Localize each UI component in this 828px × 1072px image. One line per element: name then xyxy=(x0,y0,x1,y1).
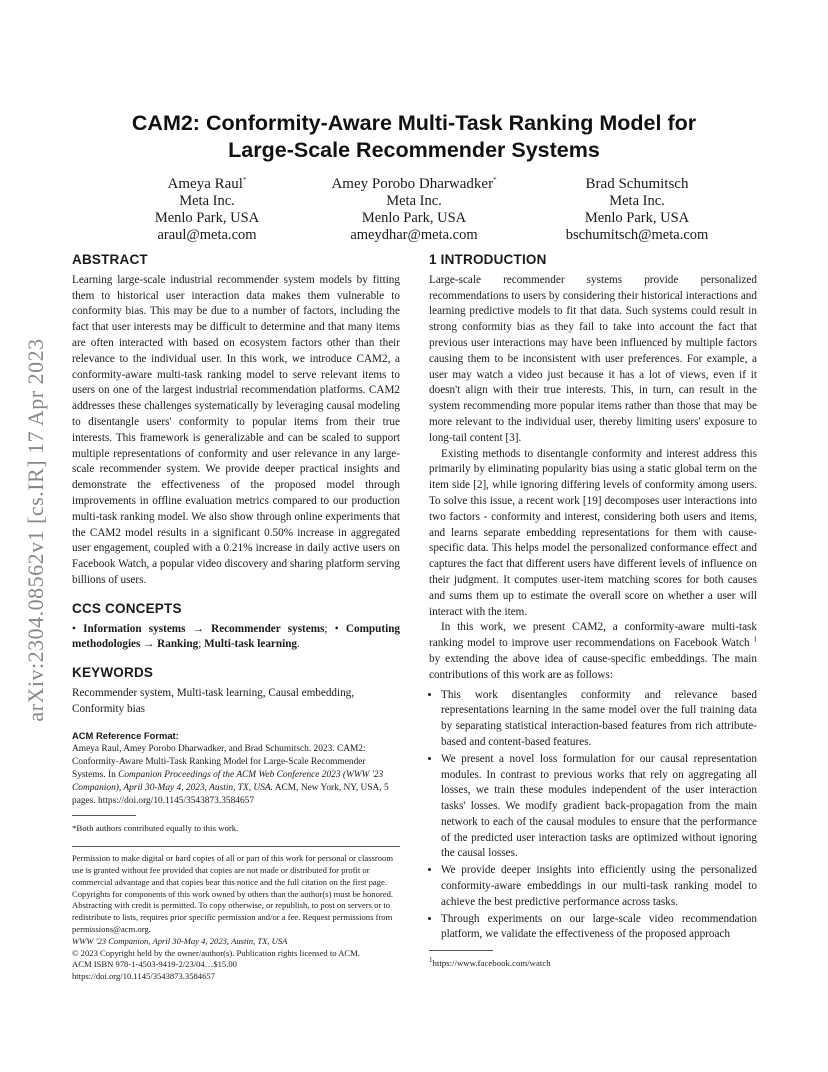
author-location: Menlo Park, USA xyxy=(154,210,260,226)
list-item: • This work disentangles conformity and relevance based representations learning in the same model over the full training data by separating statistical interaction-based features from rich attribute-based and content-based features. xyxy=(441,688,757,751)
author-affiliation: Meta Inc. xyxy=(609,193,665,209)
permission-text: Permission to make digital or hard copies of all or part of this work for personal or classroom use is granted without fee provided that copies are not made or distributed for profit or commercial advantage and that copies bear this notice and the full citation on the first page. Copyrights for components of this work owned by others than the author(s) must be honored. Abstracting with credit is permitted. To copy otherwise, or republish, to post on servers or to redistribute to lists, requires prior specific permission and/or a fee. Request permissions from permissions@acm.org. xyxy=(72,853,394,935)
ccs-text: • Information systems → Recommender systems; • Computing methodologies → Ranking; Multi-task learning. xyxy=(72,622,401,651)
equal-contribution-footnote: *Both authors contributed equally to this work. xyxy=(72,823,239,834)
ccs-heading: CCS CONCEPTS xyxy=(72,600,182,616)
title-line-1: CAM2: Conformity-Aware Multi-Task Ranking Model for xyxy=(131,111,697,135)
acm-ref-heading: ACM Reference Format: xyxy=(72,729,179,741)
introduction-heading: 1 INTRODUCTION xyxy=(429,252,547,267)
keywords-text: Recommender system, Multi-task learning, Causal embedding, Conformity bias xyxy=(72,686,355,715)
conference-line: WWW '23 Companion, April 30-May 4, 2023, Austin, TX, USA xyxy=(72,935,288,946)
abstract-text: Learning large-scale industrial recommender system models by fitting them to historical user interaction data makes them vulnerable to conformity bias. This may be due to a number of factors, including the fact that user interests may be difficult to determine and that many items are often interacted with based on ecosystem factors other than their relevance to the individual user. In this work, we introduce CAM2, a conformity-aware multi-task ranking model to serve relevant items to users on one of the largest industrial recommendation platforms. CAM2 addresses these challenges systematically by leveraging causal modeling to disentangle users' conformity to popular items from their true interests. This framework is generalizable and can be scaled to support multiple representations of conformity and user relevance in any large-scale recommender system. We provide deeper practical insights and demonstrate the effectiveness of the proposed model through improvements in offline evaluation metrics compared to our production multi-task ranking model. We also show through online experiments that the CAM2 model results in a significant 0.50% increase in aggregated user engagement, coupled with a 0.21% increase in daily active users on Facebook Watch, a popular video discovery and sharing platform serving billions of users. xyxy=(72,273,400,586)
title-line-2: Large-Scale Recommender Systems xyxy=(228,138,600,162)
paper-title xyxy=(0,110,828,164)
keywords-heading: KEYWORDS xyxy=(72,665,154,681)
author-affiliation: Meta Inc. xyxy=(179,193,235,209)
author-block-3 xyxy=(517,176,757,244)
arxiv-identifier: arXiv:2304.08562v1 [cs.IR] 17 Apr 2023 xyxy=(23,338,48,722)
right-column xyxy=(429,252,757,944)
footnote-divider xyxy=(72,815,136,816)
author-email: ameydhar@meta.com xyxy=(350,227,478,243)
footnote-divider xyxy=(429,950,493,951)
left-column xyxy=(72,252,400,983)
right-footnote xyxy=(429,942,757,969)
author-block-1 xyxy=(87,176,327,244)
abstract-heading: ABSTRACT xyxy=(72,252,148,267)
intro-paragraph-1: Large-scale recommender systems provide personalized recommendations to users by considering their historical interactions and learning predictive models to fit that data. Such systems could result in strong conformity bias as they fail to take into account the fact that previous user interactions may have been influenced by multiple factors causing them to be inconsistent with user preferences. For example, a user may watch a video just because it has a lot of views, even if it doesn't align with their true interests. This, in turn, can result in the system recommending more popular items rather than those that may be more relevant to the individual user, thereby limiting users' exposure to long-tail content [3]. xyxy=(429,273,757,444)
author-affiliation: Meta Inc. xyxy=(386,193,442,209)
author-location: Menlo Park, USA xyxy=(584,210,690,226)
intro-paragraph-2: Existing methods to disentangle conformity and interest address this primarily by eliminating popularity bias using a static global term on the item side [2], while ignoring differing levels of conformity among users. To solve this issue, a recent work [19] decomposes user interactions into two factors - conformity and interest, considering both users and items, and learns separate embedding representations for them with cause-specific data. This helps model the personalized conformance effect and captures the fact that different users have different levels of influence on their judgment. It computes user-item matching scores for both causes and sums them up to estimate the overall score on whether a user will interact with the item. xyxy=(429,447,757,618)
list-item: • We provide deeper insights into efficiently using the personalized conformity-aware embeddings in our multi-task ranking model to achieve the best predictive performance across tasks. xyxy=(441,863,757,910)
copyright-line: © 2023 Copyright held by the owner/author(s). Publication rights licensed to ACM. xyxy=(72,947,360,958)
author-location: Menlo Park, USA xyxy=(361,210,467,226)
permission-block xyxy=(72,846,400,983)
list-item: • Through experiments on our large-scale video recommendation platform, we validate the effectiveness of the proposed approach xyxy=(441,912,757,944)
intro-paragraph-3: In this work, we present CAM2, a conformity-aware multi-task ranking model to improve user recommendations on Facebook Watch $^1$ by extending the above idea of cause-specific embeddings. The main contributions of this work are as follows: xyxy=(429,621,757,681)
author-name: Amey Porobo Dharwadker* xyxy=(331,176,497,192)
author-name: Brad Schumitsch xyxy=(585,176,689,192)
contributions-list xyxy=(429,688,757,944)
author-name: Ameya Raul* xyxy=(167,176,247,192)
list-item: • We present a novel loss formulation for our causal representation modules. In contrast to previous works that rely on aggregating all losses, we train these modules independent of the user interaction tasks' losses. We modify gradient back-propagation from the main network to each of the causal modules to ensure that the performance of the predicted user interaction tasks are optimized without ignoring the causal losses. xyxy=(441,752,757,863)
author-block-2 xyxy=(294,176,534,244)
watch-url-footnote: $^1$https://www.facebook.com/watch xyxy=(429,956,551,968)
acm-ref-text: Ameya Raul, Amey Porobo Dharwadker, and Brad Schumitsch. 2023. CAM2: Conformity-Aware Multi-Task Ranking Model for Large-Scale Recommender Systems. In Companion Proceedings of the ACM Web Conference 2023 (WWW '23 Companion), April 30-May 4, 2023, Austin, TX, USA. ACM, New York, NY, USA, 5 pages. https://doi.org/10.1145/3543873.3584657 xyxy=(72,744,389,806)
isbn-line: ACM ISBN 978-1-4503-9419-2/23/04…$15.00 xyxy=(72,959,237,970)
author-email: bschumitsch@meta.com xyxy=(565,227,709,243)
doi-line: https://doi.org/10.1145/3543873.3584657 xyxy=(72,971,215,982)
author-email: araul@meta.com xyxy=(157,227,257,243)
